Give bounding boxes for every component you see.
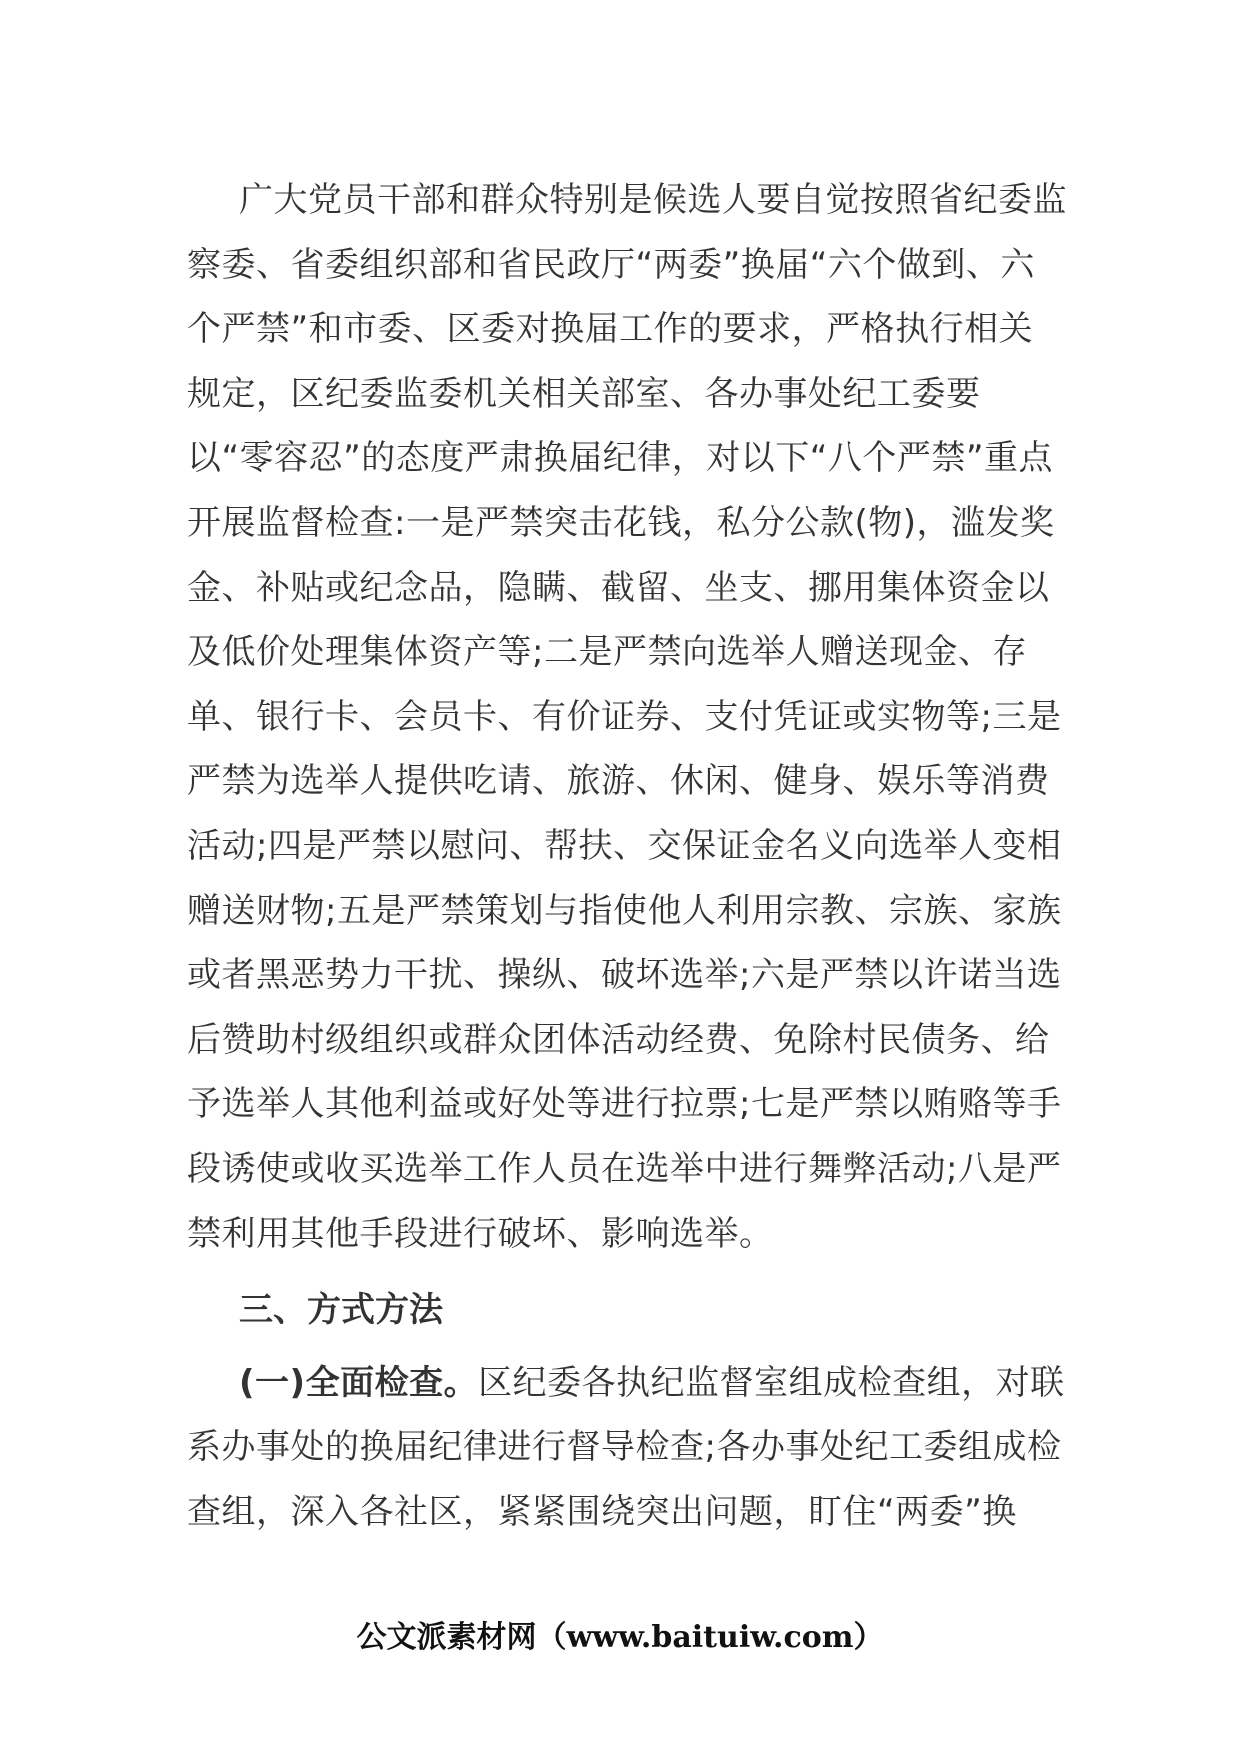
subsection-paragraph <box>187 1351 1067 1545</box>
section-heading: 三、方式方法 <box>239 1290 443 1331</box>
subsection-body: 区纪委各执纪监督室组成检查组，对联系办事处的换届纪律进行督导检查;各办事处纪工委组成检查组，深入各社区，紧紧围绕突出问题，盯住“两委”换 <box>187 1362 1065 1532</box>
footer-watermark: 公文派素材网（www.baituiw.com） <box>356 1620 884 1655</box>
document-body <box>187 168 1067 1544</box>
body-paragraph: 广大党员干部和群众特别是候选人要自觉按照省纪委监察委、省委组织部和省民政厅“两委”换届“六个做到、六个严禁”和市委、区委对换届工作的要求，严格执行相关规定，区纪委监委机关相关部室、各办事处纪工委要以“零容忍”的态度严肃换届纪律，对以下“八个严禁”重点开展监督检查:一是严禁突击花钱，私分公款(物)，滥发奖金、补贴或纪念品，隐瞒、截留、坐支、挪用集体资金以及低价处理集体资产等;二是严禁向选举人赠送现金、存单、银行卡、会员卡、有价证券、支付凭证或实物等;三是严禁为选举人提供吃请、旅游、休闲、健身、娱乐等消费活动;四是严禁以慰问、帮扶、交保证金名义向选举人变相赠送财物;五是严禁策划与指使他人利用宗教、宗族、家族或者黑恶势力干扰、操纵、破坏选举;六是严禁以许诺当选后赞助村级组织或群众团体活动经费、免除村民债务、给予选举人其他利益或好处等进行拉票;七是严禁以贿赂等手段诱使或收买选举工作人员在选举中进行舞弊活动;八是严禁利用其他手段进行破坏、影响选举。 <box>187 180 1067 1254</box>
subsection-lead: (一)全面检查。 <box>239 1362 479 1403</box>
